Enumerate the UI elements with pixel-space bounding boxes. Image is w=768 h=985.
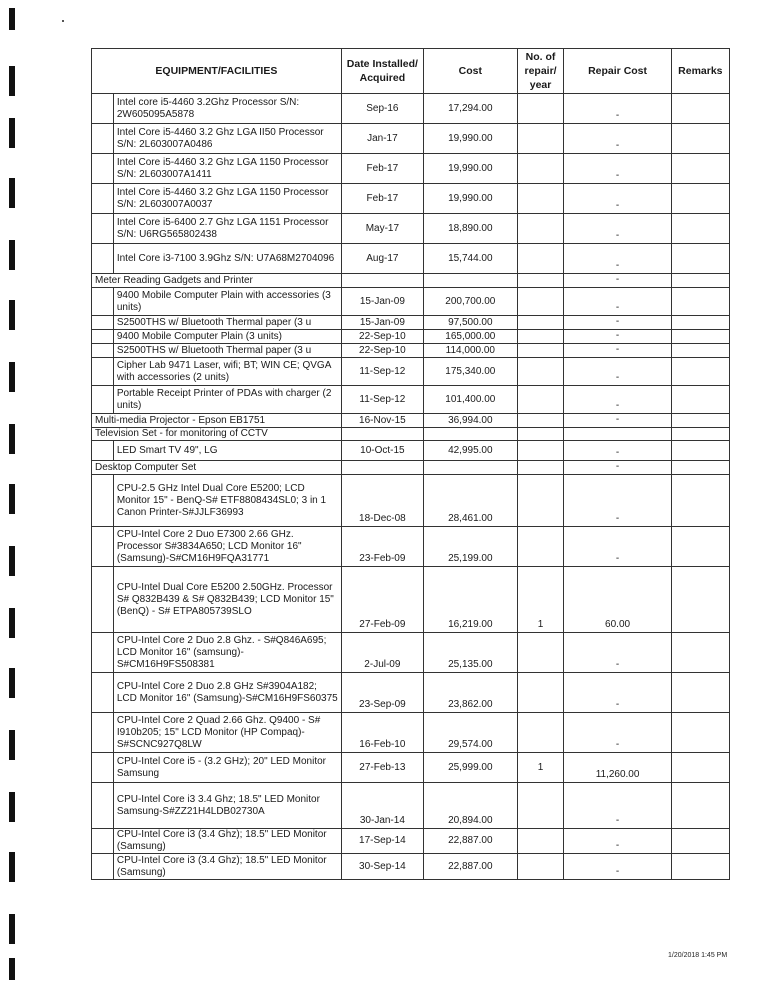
cost-value: 19,990.00 bbox=[423, 124, 517, 154]
remarks-value bbox=[671, 633, 729, 673]
table-row bbox=[92, 461, 730, 475]
remarks-value bbox=[671, 673, 729, 713]
repair-cost-value: - bbox=[564, 316, 671, 330]
item-description: CPU-Intel Core 2 Quad 2.66 Ghz. Q9400 - S# I910b205; 15" LCD Monitor (HP Compaq)-S#SCNC927Q8LW bbox=[113, 713, 341, 753]
cost-value: 18,890.00 bbox=[423, 214, 517, 244]
repair-cost-value: - bbox=[564, 344, 671, 358]
table-row bbox=[92, 344, 730, 358]
date-acquired bbox=[341, 461, 423, 475]
date-acquired: 27-Feb-13 bbox=[341, 753, 423, 783]
indent-cell bbox=[92, 330, 114, 344]
repair-count bbox=[517, 633, 564, 673]
date-acquired: 30-Sep-14 bbox=[341, 854, 423, 880]
repair-count bbox=[517, 414, 564, 428]
date-acquired: 23-Sep-09 bbox=[341, 673, 423, 713]
item-description: CPU-2.5 GHz Intel Dual Core E5200; LCD Monitor 15" - BenQ-S# ETF8808434SL0; 3 in 1 Canon Printer-S#JJLF36993 bbox=[113, 475, 341, 527]
item-description: S2500THS w/ Bluetooth Thermal paper (3 u bbox=[113, 344, 341, 358]
indent-cell bbox=[92, 344, 114, 358]
item-description: Intel Core i5-4460 3.2 Ghz LGA 1150 Processor S/N: 2L603007A0037 bbox=[113, 184, 341, 214]
punch-mark bbox=[9, 730, 15, 760]
punch-mark bbox=[9, 240, 15, 270]
indent-cell bbox=[92, 753, 114, 783]
table-row bbox=[92, 94, 730, 124]
repair-cost-value: - bbox=[564, 288, 671, 316]
punch-mark bbox=[9, 118, 15, 148]
repair-count bbox=[517, 358, 564, 386]
repair-count bbox=[517, 154, 564, 184]
table-row bbox=[92, 288, 730, 316]
repair-count bbox=[517, 386, 564, 414]
table-row bbox=[92, 386, 730, 414]
remarks-value bbox=[671, 330, 729, 344]
table-row bbox=[92, 414, 730, 428]
item-description: Intel Core i3-7100 3.9Ghz S/N: U7A68M2704096 bbox=[113, 244, 341, 274]
remarks-value bbox=[671, 274, 729, 288]
cost-value: 17,294.00 bbox=[423, 94, 517, 124]
table-row bbox=[92, 829, 730, 854]
category-label: Desktop Computer Set bbox=[92, 461, 342, 475]
remarks-value bbox=[671, 414, 729, 428]
indent-cell bbox=[92, 184, 114, 214]
indent-cell bbox=[92, 854, 114, 880]
repair-count bbox=[517, 829, 564, 854]
cost-value: 101,400.00 bbox=[423, 386, 517, 414]
repair-count bbox=[517, 713, 564, 753]
table-row bbox=[92, 244, 730, 274]
repair-cost-value: - bbox=[564, 475, 671, 527]
print-timestamp: 1/20/2018 1:45 PM bbox=[668, 952, 728, 959]
cost-value: 36,994.00 bbox=[423, 414, 517, 428]
repair-cost-value: - bbox=[564, 713, 671, 753]
table-row bbox=[92, 214, 730, 244]
punch-mark bbox=[9, 546, 15, 576]
indent-cell bbox=[92, 154, 114, 184]
punch-mark bbox=[9, 8, 15, 30]
table-row bbox=[92, 124, 730, 154]
punch-mark bbox=[9, 424, 15, 454]
header-date: Date Installed/ Acquired bbox=[341, 49, 423, 94]
scan-speck bbox=[62, 20, 64, 22]
cost-value: 28,461.00 bbox=[423, 475, 517, 527]
remarks-value bbox=[671, 154, 729, 184]
item-description: LED Smart TV 49", LG bbox=[113, 441, 341, 461]
cost-value: 42,995.00 bbox=[423, 441, 517, 461]
equipment-table bbox=[91, 48, 730, 880]
repair-count bbox=[517, 428, 564, 441]
date-acquired: 22-Sep-10 bbox=[341, 330, 423, 344]
repair-cost-value: - bbox=[564, 461, 671, 475]
date-acquired: 11-Sep-12 bbox=[341, 358, 423, 386]
repair-cost-value: - bbox=[564, 94, 671, 124]
cost-value bbox=[423, 428, 517, 441]
item-description: CPU-Intel Core i3 (3.4 Ghz); 18.5" LED Monitor (Samsung) bbox=[113, 854, 341, 880]
date-acquired: 30-Jan-14 bbox=[341, 783, 423, 829]
table-row bbox=[92, 633, 730, 673]
table-row bbox=[92, 567, 730, 633]
remarks-value bbox=[671, 441, 729, 461]
repair-cost-value: - bbox=[564, 673, 671, 713]
cost-value: 200,700.00 bbox=[423, 288, 517, 316]
repair-count bbox=[517, 441, 564, 461]
cost-value bbox=[423, 274, 517, 288]
cost-value: 22,887.00 bbox=[423, 829, 517, 854]
item-description: 9400 Mobile Computer Plain with accessories (3 units) bbox=[113, 288, 341, 316]
table-row bbox=[92, 330, 730, 344]
repair-count bbox=[517, 527, 564, 567]
item-description: Intel Core i5-6400 2.7 Ghz LGA 1151 Processor S/N: U6RG565802438 bbox=[113, 214, 341, 244]
repair-count bbox=[517, 94, 564, 124]
repair-count bbox=[517, 783, 564, 829]
remarks-value bbox=[671, 344, 729, 358]
date-acquired bbox=[341, 274, 423, 288]
cost-value: 22,887.00 bbox=[423, 854, 517, 880]
repair-cost-value: - bbox=[564, 214, 671, 244]
repair-count bbox=[517, 344, 564, 358]
date-acquired: 27-Feb-09 bbox=[341, 567, 423, 633]
table-row bbox=[92, 713, 730, 753]
remarks-value bbox=[671, 527, 729, 567]
date-acquired: 18-Dec-08 bbox=[341, 475, 423, 527]
date-acquired: Feb-17 bbox=[341, 154, 423, 184]
item-description: Cipher Lab 9471 Laser, wifi; BT; WIN CE; QVGA with accessories (2 units) bbox=[113, 358, 341, 386]
punch-mark bbox=[9, 178, 15, 208]
repair-cost-value: - bbox=[564, 358, 671, 386]
date-acquired: Sep-16 bbox=[341, 94, 423, 124]
item-description: Intel core i5-4460 3.2Ghz Processor S/N: 2W605095A5878 bbox=[113, 94, 341, 124]
cost-value bbox=[423, 461, 517, 475]
indent-cell bbox=[92, 316, 114, 330]
repair-cost-value: - bbox=[564, 829, 671, 854]
remarks-value bbox=[671, 358, 729, 386]
cost-value: 25,999.00 bbox=[423, 753, 517, 783]
cost-value: 97,500.00 bbox=[423, 316, 517, 330]
remarks-value bbox=[671, 753, 729, 783]
indent-cell bbox=[92, 94, 114, 124]
table-row bbox=[92, 274, 730, 288]
indent-cell bbox=[92, 124, 114, 154]
repair-cost-value: 60.00 bbox=[564, 567, 671, 633]
remarks-value bbox=[671, 829, 729, 854]
date-acquired: Jan-17 bbox=[341, 124, 423, 154]
indent-cell bbox=[92, 783, 114, 829]
indent-cell bbox=[92, 244, 114, 274]
repair-cost-value: - bbox=[564, 386, 671, 414]
punch-mark bbox=[9, 958, 15, 980]
punch-mark bbox=[9, 608, 15, 638]
header-equipment: EQUIPMENT/FACILITIES bbox=[92, 49, 342, 94]
indent-cell bbox=[92, 475, 114, 527]
repair-cost-value: - bbox=[564, 783, 671, 829]
item-description: CPU-Intel Core 2 Duo 2.8 GHz S#3904A182; LCD Monitor 16" (Samsung)-S#CM16H9FS60375 bbox=[113, 673, 341, 713]
repair-count bbox=[517, 274, 564, 288]
remarks-value bbox=[671, 124, 729, 154]
date-acquired: 2-Jul-09 bbox=[341, 633, 423, 673]
punch-mark bbox=[9, 300, 15, 330]
remarks-value bbox=[671, 461, 729, 475]
repair-cost-value: - bbox=[564, 414, 671, 428]
remarks-value bbox=[671, 783, 729, 829]
indent-cell bbox=[92, 567, 114, 633]
table-row bbox=[92, 428, 730, 441]
repair-cost-value: - bbox=[564, 154, 671, 184]
repair-count bbox=[517, 461, 564, 475]
remarks-value bbox=[671, 94, 729, 124]
remarks-value bbox=[671, 713, 729, 753]
table-row bbox=[92, 673, 730, 713]
remarks-value bbox=[671, 386, 729, 414]
repair-cost-value: - bbox=[564, 124, 671, 154]
remarks-value bbox=[671, 316, 729, 330]
category-label: Meter Reading Gadgets and Printer bbox=[92, 274, 342, 288]
indent-cell bbox=[92, 214, 114, 244]
repair-count bbox=[517, 330, 564, 344]
repair-cost-value: - bbox=[564, 854, 671, 880]
item-description: CPU-Intel Core i3 3.4 Ghz; 18.5" LED Monitor Samsung-S#ZZ21H4LDB02730A bbox=[113, 783, 341, 829]
punch-mark bbox=[9, 668, 15, 698]
item-description: 9400 Mobile Computer Plain (3 units) bbox=[113, 330, 341, 344]
repair-cost-value: - bbox=[564, 527, 671, 567]
indent-cell bbox=[92, 288, 114, 316]
repair-count bbox=[517, 214, 564, 244]
punch-mark bbox=[9, 362, 15, 392]
date-acquired: Aug-17 bbox=[341, 244, 423, 274]
punch-mark bbox=[9, 914, 15, 944]
remarks-value bbox=[671, 567, 729, 633]
item-description: Intel Core i5-4460 3.2 Ghz LGA 1150 Processor S/N: 2L603007A1411 bbox=[113, 154, 341, 184]
table-row bbox=[92, 783, 730, 829]
header-row bbox=[92, 49, 730, 94]
cost-value: 114,000.00 bbox=[423, 344, 517, 358]
table-row bbox=[92, 184, 730, 214]
item-description: CPU-Intel Core 2 Duo 2.8 Ghz. - S#Q846A695; LCD Monitor 16" (samsung)-S#CM16H9FS508381 bbox=[113, 633, 341, 673]
repair-count bbox=[517, 854, 564, 880]
category-label: Television Set - for monitoring of CCTV bbox=[92, 428, 342, 441]
indent-cell bbox=[92, 527, 114, 567]
cost-value: 165,000.00 bbox=[423, 330, 517, 344]
indent-cell bbox=[92, 633, 114, 673]
date-acquired: 16-Feb-10 bbox=[341, 713, 423, 753]
indent-cell bbox=[92, 358, 114, 386]
repair-count bbox=[517, 124, 564, 154]
repair-count bbox=[517, 316, 564, 330]
cost-value: 25,135.00 bbox=[423, 633, 517, 673]
punch-mark bbox=[9, 66, 15, 96]
cost-value: 29,574.00 bbox=[423, 713, 517, 753]
item-description: S2500THS w/ Bluetooth Thermal paper (3 u bbox=[113, 316, 341, 330]
cost-value: 19,990.00 bbox=[423, 154, 517, 184]
indent-cell bbox=[92, 829, 114, 854]
table-row bbox=[92, 358, 730, 386]
repair-cost-value bbox=[564, 428, 671, 441]
date-acquired: 16-Nov-15 bbox=[341, 414, 423, 428]
item-description: Portable Receipt Printer of PDAs with charger (2 units) bbox=[113, 386, 341, 414]
table-body bbox=[92, 94, 730, 880]
category-label: Multi-media Projector - Epson EB1751 bbox=[92, 414, 342, 428]
remarks-value bbox=[671, 428, 729, 441]
cost-value: 25,199.00 bbox=[423, 527, 517, 567]
header-repair-cost: Repair Cost bbox=[564, 49, 671, 94]
date-acquired: May-17 bbox=[341, 214, 423, 244]
table-row bbox=[92, 441, 730, 461]
repair-cost-value: - bbox=[564, 633, 671, 673]
table-row bbox=[92, 527, 730, 567]
date-acquired: 23-Feb-09 bbox=[341, 527, 423, 567]
punch-mark bbox=[9, 484, 15, 514]
repair-count bbox=[517, 184, 564, 214]
date-acquired: 15-Jan-09 bbox=[341, 288, 423, 316]
item-description: CPU-Intel Core 2 Duo E7300 2.66 GHz. Processor S#3834A650; LCD Monitor 16" (Samsung)-S#CM16H9FQA31771 bbox=[113, 527, 341, 567]
item-description: CPU-Intel Core i5 - (3.2 GHz); 20" LED Monitor Samsung bbox=[113, 753, 341, 783]
item-description: CPU-Intel Dual Core E5200 2.50GHz. Processor S# Q832B439 & S# Q832B439; LCD Monitor 15" (BenQ) - S# ETPA805739SLO bbox=[113, 567, 341, 633]
cost-value: 23,862.00 bbox=[423, 673, 517, 713]
repair-count bbox=[517, 244, 564, 274]
remarks-value bbox=[671, 288, 729, 316]
date-acquired: 10-Oct-15 bbox=[341, 441, 423, 461]
repair-cost-value: - bbox=[564, 330, 671, 344]
header-remarks: Remarks bbox=[671, 49, 729, 94]
table-row bbox=[92, 854, 730, 880]
repair-cost-value: - bbox=[564, 244, 671, 274]
indent-cell bbox=[92, 713, 114, 753]
repair-count: 1 bbox=[517, 567, 564, 633]
table-row bbox=[92, 316, 730, 330]
table-row bbox=[92, 475, 730, 527]
remarks-value bbox=[671, 244, 729, 274]
remarks-value bbox=[671, 854, 729, 880]
date-acquired: 11-Sep-12 bbox=[341, 386, 423, 414]
cost-value: 20,894.00 bbox=[423, 783, 517, 829]
indent-cell bbox=[92, 673, 114, 713]
date-acquired: 22-Sep-10 bbox=[341, 344, 423, 358]
cost-value: 175,340.00 bbox=[423, 358, 517, 386]
header-cost: Cost bbox=[423, 49, 517, 94]
repair-cost-value: - bbox=[564, 441, 671, 461]
cost-value: 15,744.00 bbox=[423, 244, 517, 274]
repair-count bbox=[517, 288, 564, 316]
remarks-value bbox=[671, 184, 729, 214]
header-repairs: No. of repair/ year bbox=[517, 49, 564, 94]
repair-cost-value: - bbox=[564, 184, 671, 214]
punch-mark bbox=[9, 852, 15, 882]
repair-cost-value: - bbox=[564, 274, 671, 288]
repair-count bbox=[517, 475, 564, 527]
repair-count bbox=[517, 673, 564, 713]
item-description: Intel Core i5-4460 3.2 Ghz LGA II50 Processor S/N: 2L603007A0486 bbox=[113, 124, 341, 154]
date-acquired: Feb-17 bbox=[341, 184, 423, 214]
remarks-value bbox=[671, 214, 729, 244]
remarks-value bbox=[671, 475, 729, 527]
date-acquired bbox=[341, 428, 423, 441]
punch-mark bbox=[9, 792, 15, 822]
date-acquired: 15-Jan-09 bbox=[341, 316, 423, 330]
repair-count: 1 bbox=[517, 753, 564, 783]
table-row bbox=[92, 154, 730, 184]
cost-value: 16,219.00 bbox=[423, 567, 517, 633]
table-row bbox=[92, 753, 730, 783]
indent-cell bbox=[92, 441, 114, 461]
cost-value: 19,990.00 bbox=[423, 184, 517, 214]
repair-cost-value: 11,260.00 bbox=[564, 753, 671, 783]
indent-cell bbox=[92, 386, 114, 414]
date-acquired: 17-Sep-14 bbox=[341, 829, 423, 854]
item-description: CPU-Intel Core i3 (3.4 Ghz); 18.5" LED Monitor (Samsung) bbox=[113, 829, 341, 854]
